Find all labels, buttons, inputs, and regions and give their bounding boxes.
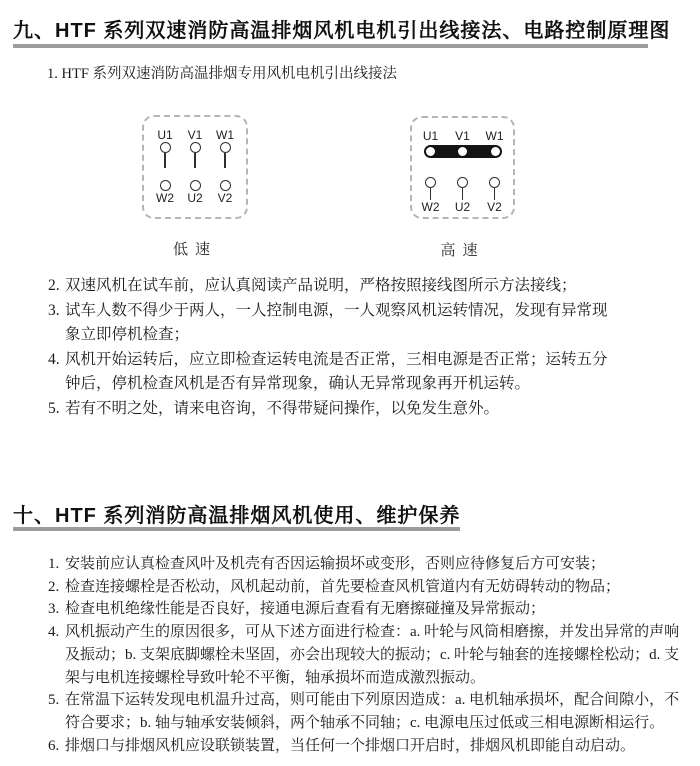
section10-heading-rule — [13, 527, 460, 531]
list-item-text: 风机振动产生的原因很多，可从下述方面进行检查：a. 叶轮与风筒相磨擦，并发出异常的声响及振动；b. 支架底脚螺栓未坚固，亦会出现较大的振动；c. 叶轮与轴套的连接螺栓松动；d. 支架与电机连接螺栓导致叶轮不平衡，轴承损坏而造成激烈振动。 — [65, 624, 680, 686]
list-item-number: 4. — [48, 350, 60, 368]
list-item-number: 1. — [48, 556, 60, 572]
lead-wire — [164, 153, 166, 168]
list-item — [48, 397, 610, 422]
terminal-label: V2 — [217, 191, 233, 205]
list-item — [48, 348, 610, 397]
terminal-label: W1 — [485, 129, 504, 143]
list-item-text: 排烟口与排烟风机应设联锁装置，当任何一个排烟口开启时，排烟风机即能自动启动。 — [65, 737, 636, 754]
terminal-u2 — [180, 180, 210, 205]
lead-wire — [430, 188, 432, 200]
terminal-w1 — [210, 128, 240, 168]
terminal-label: W1 — [216, 128, 234, 142]
terminal-v2 — [479, 177, 511, 214]
list-item-number: 3. — [48, 601, 60, 618]
list-item-text: 若有不明之处，请来电咨询，不得带疑问操作，以免发生意外。 — [65, 399, 500, 417]
list-item-text: 安装前应认真检查风叶及机壳有否因运输损坏或变形，否则应待修复后方可安装； — [65, 556, 606, 572]
list-item-number: 6. — [48, 737, 60, 754]
terminal-v2 — [210, 180, 240, 205]
section9-heading: 九、HTF 系列双速消防高温排烟风机电机引出线接法、电路控制原理图 — [13, 20, 671, 42]
terminal-v1 — [180, 128, 210, 168]
lead-wire — [462, 188, 464, 200]
terminal-circle-icon — [458, 147, 467, 156]
list-item — [48, 576, 682, 599]
terminal-circle-icon — [489, 177, 500, 188]
list-item — [48, 274, 610, 299]
terminal-label: W2 — [421, 200, 440, 214]
wiring-diagram-high-speed — [410, 116, 515, 219]
list-item — [48, 299, 610, 348]
list-item-text: 检查电机绝缘性能是否良好，接通电源后查看有无磨擦碰撞及异常振动； — [65, 601, 546, 618]
terminal-circle-icon — [491, 147, 500, 156]
terminal-label: V1 — [455, 129, 470, 143]
low-speed-caption: 低速 — [172, 242, 217, 258]
list-item-text: 双速风机在试车前，应认真阅读产品说明，严格按照接线图所示方法接线； — [65, 277, 577, 294]
terminal-label: U2 — [454, 200, 471, 214]
section9-list — [48, 274, 610, 421]
section10-heading: 十、HTF 系列消防高温排烟风机使用、维护保养 — [13, 505, 461, 527]
shorting-bar — [424, 145, 502, 158]
terminal-circle-icon — [220, 142, 231, 153]
high-speed-caption: 高速 — [440, 243, 485, 259]
terminal-w2 — [415, 177, 447, 214]
list-item — [48, 598, 682, 621]
list-item-text: 在常温下运转发现电机温升过高，则可能由下列原因造成：a. 电机轴承损坏，配合间隙小，不符合要求；b. 轴与轴承安装倾斜，两个轴承不同轴；c. 电源电压过低或三相电源断相运行。 — [65, 692, 680, 731]
list-item-number: 2. — [48, 578, 60, 595]
wiring-diagram-low-speed — [142, 115, 248, 219]
lead-wire — [224, 153, 226, 168]
terminal-circle-icon — [220, 180, 231, 191]
terminal-u1 — [150, 128, 180, 168]
terminal-circle-icon — [190, 180, 201, 191]
lead-wire — [494, 188, 496, 200]
terminal-label: V1 — [187, 128, 203, 142]
high-speed-bottom-terminals — [412, 177, 513, 214]
list-item-text: 风机开始运转后，应立即检查运转电流是否正常，三相电源是否正常；运转五分钟后，停机检查风机是否有异常现象，确认无异常现象再开机运转。 — [65, 350, 608, 392]
lead-wire — [194, 153, 196, 168]
terminal-circle-icon — [426, 147, 435, 156]
list-item-number: 5. — [48, 692, 60, 709]
list-item-number: 2. — [48, 277, 60, 294]
terminal-v1 — [447, 129, 479, 143]
terminal-circle-icon — [457, 177, 468, 188]
terminal-u2 — [447, 177, 479, 214]
low-speed-bottom-terminals — [144, 180, 246, 205]
terminal-label: U1 — [422, 129, 439, 143]
terminal-label: V2 — [487, 200, 502, 214]
list-item — [48, 689, 682, 734]
terminal-u1 — [415, 129, 447, 143]
section9-heading-rule — [13, 44, 648, 48]
list-item-text: 检查连接螺栓是否松动，风机起动前，首先要检查风机管道内有无妨碍转动的物品； — [65, 578, 621, 595]
terminal-circle-icon — [160, 142, 171, 153]
list-item-number: 5. — [48, 399, 60, 417]
terminal-label: U2 — [187, 191, 203, 205]
list-item — [48, 735, 682, 758]
list-item-number: 3. — [48, 301, 60, 319]
terminal-circle-icon — [425, 177, 436, 188]
terminal-label: U1 — [157, 128, 173, 142]
list-item-number: 4. — [48, 624, 60, 641]
terminal-circle-icon — [160, 180, 171, 191]
terminal-w1 — [479, 129, 511, 143]
terminal-label: W2 — [156, 191, 174, 205]
section9-subheading: 1. HTF 系列双速消防高温排烟专用风机电机引出线接法 — [47, 66, 398, 82]
list-item — [48, 621, 682, 689]
terminal-circle-icon — [190, 142, 201, 153]
low-speed-top-terminals — [144, 128, 246, 168]
section10-list — [48, 553, 682, 757]
list-item-text: 试车人数不得少于两人，一人控制电源，一人观察风机运转情况，发现有异常现象立即停机检查； — [65, 301, 608, 343]
terminal-w2 — [150, 180, 180, 205]
list-item — [48, 553, 682, 576]
high-speed-top-labels — [412, 129, 513, 143]
